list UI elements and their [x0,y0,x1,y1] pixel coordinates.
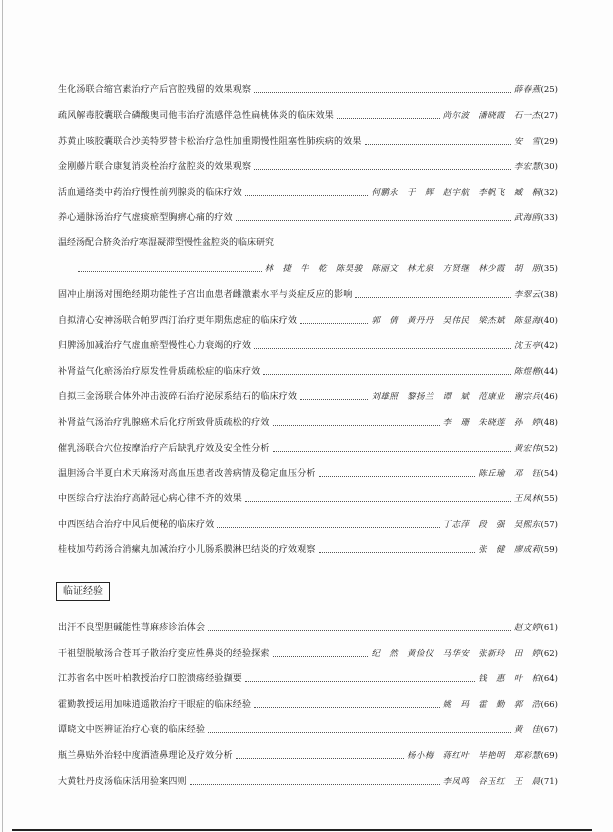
page-edge-line [2,0,3,832]
entry-author: 安 雪(29) [513,137,558,147]
leader-dots [217,527,439,528]
entry-title: 江苏省名中医叶柏教授治疗口腔溃疡经验撷要 [58,674,243,684]
entry-title: 活血通络类中药治疗慢性前列腺炎的临床疗效 [58,188,243,198]
leader-dots [254,707,439,708]
toc-entry[interactable] [58,466,558,480]
entry-author: 赵文婷(61) [513,623,558,633]
entry-page: (44) [540,367,558,377]
entry-title: 大黄牡丹皮汤临床活用验案四则 [58,777,187,787]
toc-entry[interactable] [58,389,558,403]
entry-page: (66) [540,700,558,710]
entry-page: (67) [540,725,558,735]
entry-page: (33) [540,213,558,223]
entry-author: 尚尔波 潘晓霞 石一杰(27) [442,111,558,121]
entry-author: 钱 惠 叶 柏(64) [478,674,558,684]
entry-title: 瓶兰鼻贴外治轻中度酒渣鼻理论及疗效分析 [58,751,233,761]
leader-dots [208,732,511,733]
entry-author: 何鹏永 于 辉 赵宇航 李帆飞 臧 桐(32) [371,188,558,198]
toc-entry-title-line[interactable]: 温经汤配合脐灸治疗寒湿凝滞型慢性盆腔炎的临床研究 [58,238,275,248]
toc-entry[interactable] [58,671,558,685]
toc-entry[interactable] [58,542,558,556]
entry-page: (35) [540,264,558,274]
entry-page: (69) [540,751,558,761]
toc-entry[interactable] [58,159,558,173]
entry-title: 温胆汤合半夏白术天麻汤对高血压患者改善病情及稳定血压分析 [58,469,316,479]
leader-dots [273,451,511,452]
entry-page: (61) [540,623,558,633]
entry-title: 中西医结合治疗中风后便秘的临床疗效 [58,520,215,530]
entry-page: (46) [540,392,558,402]
entry-author: 黄 佳(67) [513,725,558,735]
leader-dots [190,784,440,785]
entry-title: 金刚藤片联合康复消炎栓治疗盆腔炎的效果观察 [58,162,252,172]
leader-dots [355,297,510,298]
toc-entry[interactable] [58,697,558,711]
entry-author: 黄宏伟(52) [513,444,558,454]
entry-author: 丁志萍 段 强 吴熙东(57) [442,520,558,530]
entry-page: (32) [540,188,558,198]
toc-entry[interactable] [58,774,558,788]
leader-dots [273,425,440,426]
entry-page: (62) [540,649,558,659]
leader-dots [78,271,262,272]
entry-title: 自拟三金汤联合体外冲击波碎石治疗泌尿系结石的临床疗效 [58,392,298,402]
toc-entry[interactable] [58,185,558,199]
leader-dots [245,195,368,196]
section-heading: 临证经验 [56,582,110,601]
entry-author: 姚 玛 霍 勤 郭 浩(66) [442,700,558,710]
entry-page: (30) [540,162,558,172]
toc-entry[interactable] [58,415,558,429]
entry-page: (55) [540,494,558,504]
toc-entry[interactable] [58,646,558,660]
entry-author: 王凤林(55) [513,494,558,504]
entry-page: (40) [540,316,558,326]
entry-title: 干祖望脱敏汤合苍耳子散治疗变应性鼻炎的经验探索 [58,649,270,659]
leader-dots [236,758,404,759]
leader-dots [254,348,511,349]
leader-dots [208,630,511,631]
leader-dots [300,323,368,324]
entry-page: (25) [540,85,558,95]
entry-title: 补肾益气化瘀汤治疗原发性骨质疏松症的临床疗效 [58,367,261,377]
leader-dots [245,501,511,502]
toc-entry[interactable] [58,313,558,327]
entry-author: 李翠云(38) [513,290,558,300]
entry-title: 自拟清心安神汤联合帕罗西汀治疗更年期焦虑症的临床疗效 [58,316,298,326]
entry-author: 陈煜楷(44) [513,367,558,377]
toc-entry[interactable] [58,210,558,224]
toc-entry[interactable] [58,134,558,148]
leader-dots [254,169,511,170]
leader-dots [319,476,476,477]
entry-title: 中医综合疗法治疗高龄冠心病心律不齐的效果 [58,494,243,504]
entry-author: 李 珊 朱晓莲 孙 婷(48) [442,418,558,428]
entry-title: 固冲止崩汤对围绝经期功能性子宫出血患者雌激素水平与炎症反应的影响 [58,290,353,300]
entry-page: (59) [540,545,558,555]
entry-page: (71) [540,777,558,787]
entry-title: 出汗不良型胆碱能性荨麻疹诊治体会 [58,623,206,633]
leader-dots [273,656,369,657]
leader-dots [300,399,368,400]
toc-entry[interactable] [58,722,558,736]
entry-page: (57) [540,520,558,530]
entry-page: (48) [540,418,558,428]
leader-dots [319,552,476,553]
leader-dots [365,144,511,145]
entry-author: 纪 然 黄俭仪 马华安 张新玲 田 婷(62) [371,649,558,659]
entry-author: 张 健 廖成莉(59) [478,545,558,555]
entry-page: (52) [540,444,558,454]
entry-page: (42) [540,341,558,351]
entry-title: 补肾益气汤治疗乳腺癌术后化疗所致骨质疏松的疗效 [58,418,270,428]
toc-entry[interactable] [58,287,558,301]
toc-entry[interactable] [58,108,558,122]
entry-title: 归脾汤加减治疗气虚血瘀型慢性心力衰竭的疗效 [58,341,252,351]
leader-dots [254,92,511,93]
entry-title: 疏风解毒胶囊联合磷酸奥司他韦治疗流感伴急性扁桃体炎的临床效果 [58,111,335,121]
leader-dots [337,118,440,119]
entry-title: 催乳汤联合穴位按摩治疗产后缺乳疗效及安全性分析 [58,444,270,454]
toc-entry[interactable] [58,82,558,96]
entry-author: 沈玉亭(42) [513,341,558,351]
toc-entry[interactable] [58,620,558,634]
bottom-rule [12,829,592,831]
entry-title: 苏黄止咳胶囊联合沙美特罗替卡松治疗急性加重期慢性阻塞性肺疾病的效果 [58,137,362,147]
entry-author: 郭 倩 黄丹丹 吴伟民 梁杰斌 陈显海(40) [371,316,558,326]
entry-author: 刘雄照 黎扬兰 谭 斌 范康业 谢宗兵(46) [371,392,558,402]
leader-dots [245,681,475,682]
entry-author: 李宏慧(30) [513,162,558,172]
entry-title: 谭晓文中医辨证治疗心衰的临床经验 [58,725,206,735]
entry-page: (54) [540,469,558,479]
entry-author: 李凤鸣 谷玉红 王 晨(71) [442,777,558,787]
toc-entry[interactable] [58,748,558,762]
entry-title: 养心通脉汤治疗气虚痰瘀型胸痹心痛的疗效 [58,213,233,223]
toc-entry[interactable] [58,491,558,505]
leader-dots [263,374,510,375]
entry-author: 薛春燕(25) [513,85,558,95]
entry-author: 武海鸥(33) [513,213,558,223]
entry-page: (64) [540,674,558,684]
leader-dots [236,220,511,221]
entry-author: 陈丘瑜 邓 钰(54) [478,469,558,479]
entry-title: 霍勤教授运用加味逍遥散治疗干眼症的临床经验 [58,700,252,710]
entry-title: 桂枝加芍药汤合消瘰丸加减治疗小儿肠系膜淋巴结炎的疗效观察 [58,545,316,555]
entry-page: (29) [540,137,558,147]
toc-entry[interactable] [58,338,558,352]
entry-title: 生化汤联合缩宫素治疗产后宫腔残留的效果观察 [58,85,252,95]
entry-author: 杨小梅 蒋红叶 毕艳明 郑彩慧(69) [407,751,558,761]
entry-author: 林 捷 牛 乾 陈昊骏 陈丽文 林尤泉 方贤继 林少霞 胡 朋(35) [264,264,558,274]
entry-page: (27) [540,111,558,121]
entry-page: (38) [540,290,558,300]
toc-entry[interactable] [58,364,558,378]
toc-entry[interactable] [58,517,558,531]
toc-entry-continuation[interactable] [78,261,558,275]
toc-entry[interactable] [58,441,558,455]
